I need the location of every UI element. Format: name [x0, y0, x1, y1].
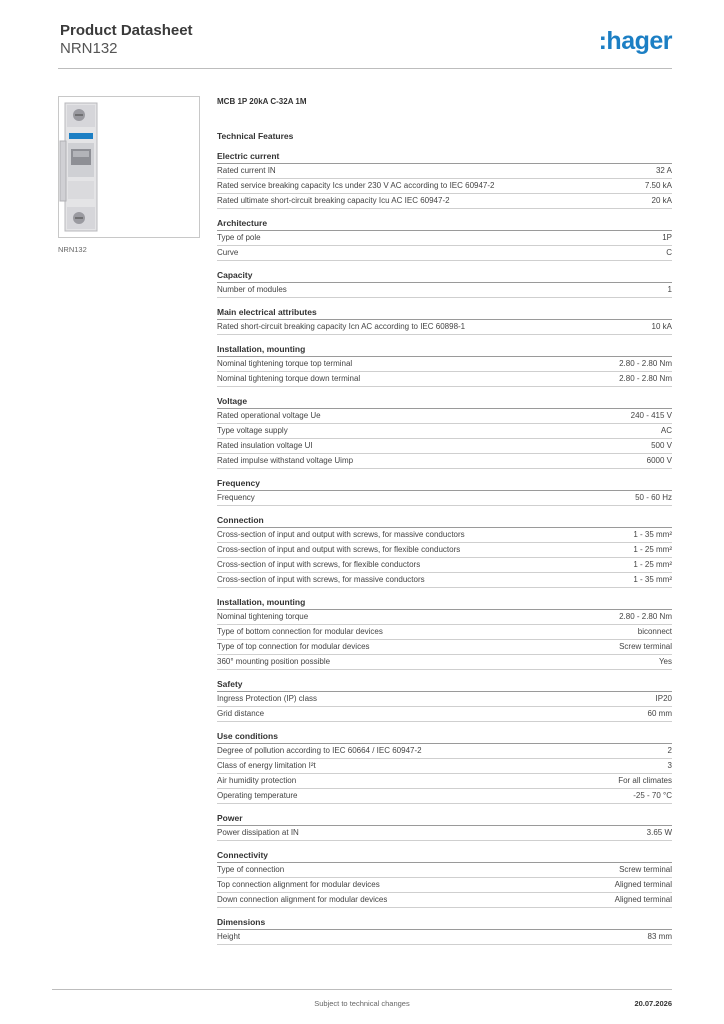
feature-label: Type of top connection for modular devices — [217, 642, 370, 651]
feature-label: Rated current IN — [217, 166, 276, 175]
feature-label: Type of bottom connection for modular devices — [217, 627, 383, 636]
technical-content — [217, 96, 672, 945]
feature-value: 240 - 415 V — [630, 411, 672, 420]
feature-row — [217, 655, 672, 670]
feature-value: 20 kA — [651, 196, 672, 205]
section-title: Architecture — [217, 217, 672, 231]
section-title: Main electrical attributes — [217, 306, 672, 320]
feature-value: IP20 — [655, 694, 672, 703]
feature-value: C — [666, 248, 672, 257]
feature-row — [217, 528, 672, 543]
feature-section — [217, 217, 672, 261]
document-subtitle: NRN132 — [60, 40, 118, 57]
features-title: Technical Features — [217, 131, 294, 141]
feature-value: AC — [660, 426, 672, 435]
feature-section — [217, 343, 672, 387]
feature-value: 3 — [667, 761, 672, 770]
feature-section — [217, 514, 672, 588]
feature-row — [217, 707, 672, 722]
feature-row — [217, 283, 672, 298]
feature-row — [217, 893, 672, 908]
feature-value: 1 - 25 mm² — [633, 560, 672, 569]
product-name: MCB 1P 20kA C-32A 1M — [217, 97, 307, 106]
feature-row — [217, 194, 672, 209]
feature-label: Type of connection — [217, 865, 285, 874]
feature-label: Degree of pollution according to IEC 60664 / IEC 60947-2 — [217, 746, 422, 755]
feature-value: 2 — [667, 746, 672, 755]
feature-row — [217, 930, 672, 945]
feature-label: Rated impulse withstand voltage Uimp — [217, 456, 354, 465]
feature-row — [217, 320, 672, 335]
feature-value: -25 - 70 °C — [633, 791, 672, 800]
feature-label: Type voltage supply — [217, 426, 288, 435]
product-image — [58, 96, 200, 238]
feature-value: 60 mm — [647, 709, 672, 718]
document-header — [60, 22, 193, 58]
feature-label: Cross-section of input with screws, for flexible conductors — [217, 560, 421, 569]
feature-value: 6000 V — [646, 456, 672, 465]
header-divider — [58, 68, 672, 69]
feature-section — [217, 678, 672, 722]
feature-row — [217, 409, 672, 424]
feature-label: Power dissipation at IN — [217, 828, 299, 837]
feature-value: 2.80 - 2.80 Nm — [619, 612, 672, 621]
feature-row — [217, 692, 672, 707]
feature-section — [217, 395, 672, 469]
feature-label: Down connection alignment for modular devices — [217, 895, 388, 904]
feature-row — [217, 164, 672, 179]
document-title: Product Datasheet — [60, 22, 193, 39]
feature-row — [217, 439, 672, 454]
feature-value: For all climates — [618, 776, 672, 785]
footer-date: 20.07.2026 — [634, 999, 672, 1008]
feature-label: Height — [217, 932, 241, 941]
feature-value: biconnect — [637, 627, 672, 636]
feature-row — [217, 372, 672, 387]
feature-row — [217, 357, 672, 372]
circuit-breaker-icon — [59, 97, 199, 237]
feature-row — [217, 878, 672, 893]
section-title: Electric current — [217, 150, 672, 164]
section-title: Safety — [217, 678, 672, 692]
feature-section — [217, 812, 672, 841]
feature-section — [217, 916, 672, 945]
feature-label: Rated short-circuit breaking capacity Icn AC according to IEC 60898-1 — [217, 322, 466, 331]
section-title: Connectivity — [217, 849, 672, 863]
feature-value: Aligned terminal — [614, 895, 672, 904]
feature-value: 1P — [662, 233, 672, 242]
feature-label: Grid distance — [217, 709, 265, 718]
feature-row — [217, 573, 672, 588]
feature-row — [217, 424, 672, 439]
feature-row — [217, 759, 672, 774]
feature-section — [217, 150, 672, 209]
feature-row — [217, 744, 672, 759]
section-title: Frequency — [217, 477, 672, 491]
feature-row — [217, 231, 672, 246]
feature-row — [217, 625, 672, 640]
feature-sections — [217, 150, 672, 945]
feature-value: 1 - 35 mm² — [633, 530, 672, 539]
feature-section — [217, 849, 672, 908]
section-title: Installation, mounting — [217, 596, 672, 610]
feature-row — [217, 863, 672, 878]
feature-section — [217, 306, 672, 335]
feature-label: Curve — [217, 248, 239, 257]
feature-value: Aligned terminal — [614, 880, 672, 889]
feature-value: Yes — [658, 657, 672, 666]
feature-label: Rated insulation voltage UI — [217, 441, 313, 450]
feature-value: 2.80 - 2.80 Nm — [619, 359, 672, 368]
feature-value: 2.80 - 2.80 Nm — [619, 374, 672, 383]
section-title: Use conditions — [217, 730, 672, 744]
section-title: Dimensions — [217, 916, 672, 930]
feature-section — [217, 730, 672, 804]
feature-label: Frequency — [217, 493, 255, 502]
feature-label: Cross-section of input and output with screws, for flexible conductors — [217, 545, 461, 554]
feature-label: Operating temperature — [217, 791, 298, 800]
feature-section — [217, 596, 672, 670]
feature-label: Ingress Protection (IP) class — [217, 694, 318, 703]
section-title: Capacity — [217, 269, 672, 283]
feature-value: Screw terminal — [619, 642, 672, 651]
feature-label: 360° mounting position possible — [217, 657, 331, 666]
section-title: Installation, mounting — [217, 343, 672, 357]
feature-label: Rated service breaking capacity Ics under 230 V AC according to IEC 60947-2 — [217, 181, 495, 190]
feature-row — [217, 179, 672, 194]
feature-value: 1 — [667, 285, 672, 294]
feature-row — [217, 774, 672, 789]
feature-label: Number of modules — [217, 285, 287, 294]
feature-label: Nominal tightening torque — [217, 612, 309, 621]
feature-label: Type of pole — [217, 233, 261, 242]
feature-label: Rated ultimate short-circuit breaking capacity Icu AC IEC 60947-2 — [217, 196, 450, 205]
feature-value: 50 - 60 Hz — [635, 493, 672, 502]
feature-label: Class of energy limitation I²t — [217, 761, 316, 770]
feature-value: 83 mm — [647, 932, 672, 941]
feature-row — [217, 826, 672, 841]
feature-section — [217, 269, 672, 298]
feature-value: 1 - 35 mm² — [633, 575, 672, 584]
footer-divider — [52, 989, 672, 990]
feature-value: 1 - 25 mm² — [633, 545, 672, 554]
feature-label: Cross-section of input and output with screws, for massive conductors — [217, 530, 465, 539]
feature-value: 500 V — [651, 441, 672, 450]
feature-value: Screw terminal — [619, 865, 672, 874]
product-image-caption: NRN132 — [58, 245, 87, 254]
footer-note: Subject to technical changes — [314, 999, 410, 1008]
feature-row — [217, 610, 672, 625]
feature-value: 3.65 W — [646, 828, 672, 837]
feature-label: Nominal tightening torque top terminal — [217, 359, 353, 368]
feature-label: Air humidity protection — [217, 776, 297, 785]
feature-value: 10 kA — [651, 322, 672, 331]
feature-row — [217, 640, 672, 655]
feature-row — [217, 246, 672, 261]
feature-section — [217, 477, 672, 506]
feature-row — [217, 454, 672, 469]
feature-row — [217, 543, 672, 558]
feature-row — [217, 558, 672, 573]
feature-label: Cross-section of input with screws, for massive conductors — [217, 575, 425, 584]
section-title: Power — [217, 812, 672, 826]
feature-label: Rated operational voltage Ue — [217, 411, 321, 420]
feature-label: Top connection alignment for modular devices — [217, 880, 380, 889]
feature-label: Nominal tightening torque down terminal — [217, 374, 361, 383]
section-title: Voltage — [217, 395, 672, 409]
hager-logo: :hager — [598, 27, 672, 55]
feature-row — [217, 789, 672, 804]
feature-row — [217, 491, 672, 506]
feature-value: 32 A — [655, 166, 672, 175]
section-title: Connection — [217, 514, 672, 528]
feature-value: 7.50 kA — [644, 181, 672, 190]
